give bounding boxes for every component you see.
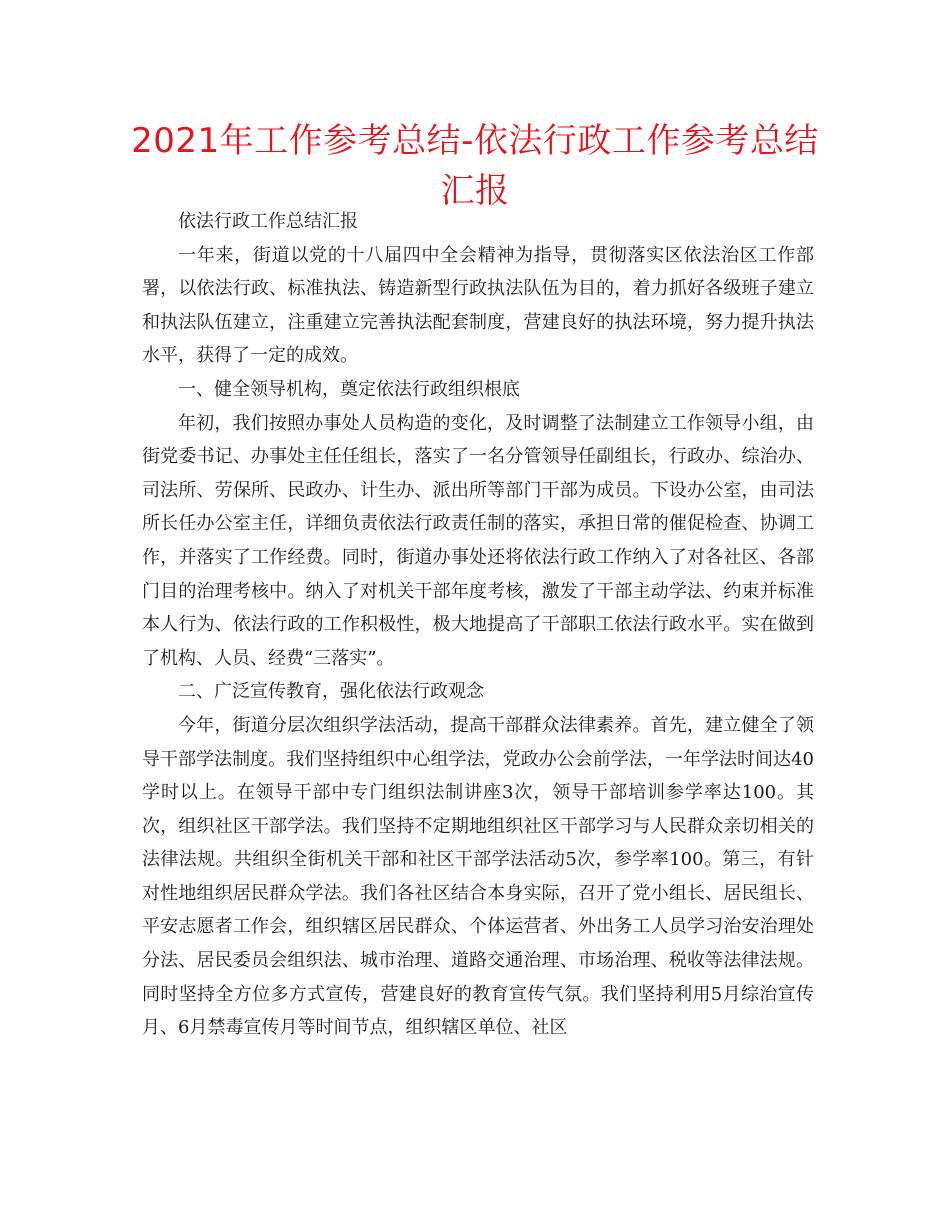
paragraph-heading: 依法行政工作总结汇报 [178,211,358,232]
section-heading-1: 一、健全领导机构，奠定依法行政组织根底 [178,378,520,400]
document-title: 2021年工作参考总结-依法行政工作参考总结汇报 [131,121,819,211]
paragraph-intro: 一年来，街道以党的十八届四中全会精神为指导，贯彻落实区依法治区工作部署，以依法行政、标准执法、铸造新型行政执法队伍为目的，着力抓好各级班子建立和执法队伍建立，注重建立完善执法配套制度，营建良好的执法环境，努力提升执法水平，获得了一定的成效。 [142,244,814,367]
paragraph-section-2: 今年，街道分层次组织学法活动，提高干部群众法律素养。首先，建立健全了领导干部学法制度。我们坚持组织中心组学法，党政办公会前学法，一年学法时间达40学时以上。在领导干部中专门组织法制讲座3次，领导干部培训参学率达100。其次，组织社区干部学法。我们坚持不定期地组织社区干部学习与人民群众亲切相关的法律法规。共组织全街机关干部和社区干部学法活动5次，参学率100。第三，有针对性地组织居民群众学法。我们各社区结合本身实际，召开了党小组长、居民组长、平安志愿者工作会，组织辖区居民群众、个体运营者、外出务工人员学习治安治理处分法、居民委员会组织法、城市治理、道路交通治理、市场治理、税收等法律法规。同时坚持全方位多方式宣传，营建良好的教育宣传气氛。我们坚持利用5月综治宣传月、6月禁毒宣传月等时间节点，组织辖区单位、社区 [142,714,814,1039]
section-heading-2: 二、广泛宣传教育，强化依法行政观念 [178,681,484,703]
document-body [142,205,814,1045]
paragraph-section-1: 年初，我们按照办事处人员构造的变化，及时调整了法制建立工作领导小组，由街党委书记、办事处主任任组长，落实了一名分管领导任副组长，行政办、综治办、司法所、劳保所、民政办、计生办、派出所等部门干部为成员。下设办公室，由司法所长任办公室主任，详细负责依法行政责任制的落实，承担日常的催促检查、协调工作，并落实了工作经费。同时，街道办事处还将依法行政工作纳入了对各社区、各部门目的治理考核中。纳入了对机关干部年度考核，激发了干部主动学法、约束并标准本人行为、依法行政的工作积极性，极大地提高了干部职工依法行政水平。实在做到了机构、人员、经费“三落实”。 [142,412,814,669]
